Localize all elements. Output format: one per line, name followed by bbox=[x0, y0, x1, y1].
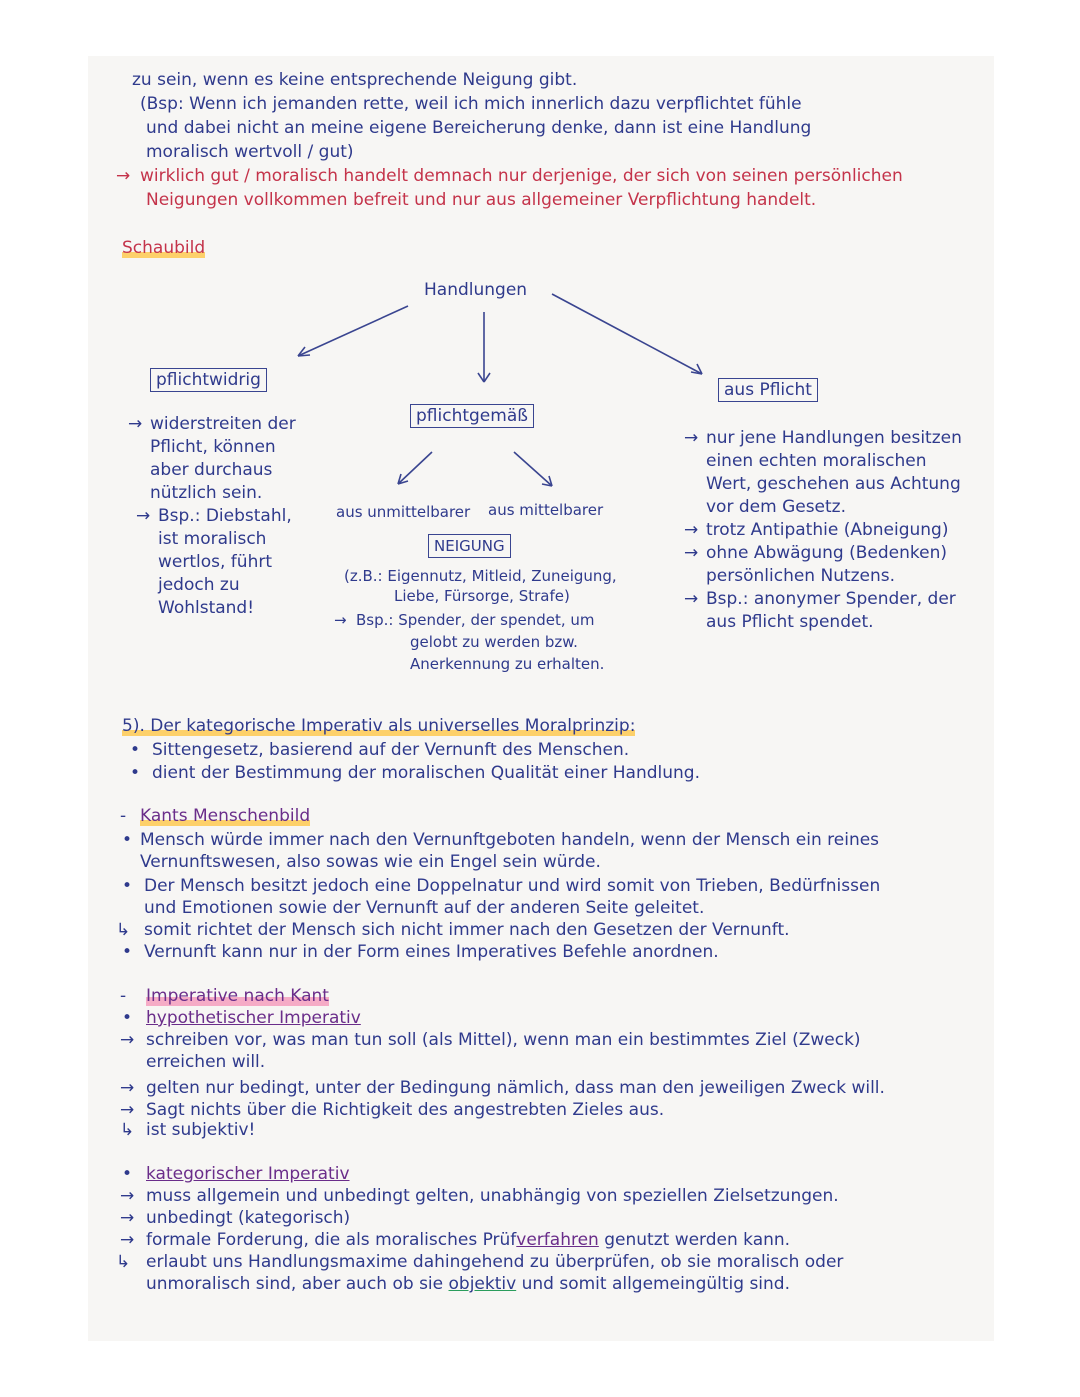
categorical-line: muss allgemein und unbedingt gelten, unabhängig von speziellen Zielsetzungen. bbox=[146, 1186, 839, 1206]
turn-arrow-glyph: ↳ bbox=[120, 1120, 135, 1140]
arrow-glyph: → bbox=[120, 1078, 135, 1098]
categorical-text: formale Forderung, die als moralisches Prüf bbox=[146, 1230, 517, 1250]
bullet-glyph: • bbox=[122, 1164, 133, 1184]
bullet-glyph: • bbox=[130, 763, 141, 783]
left-text-line: aber durchaus bbox=[150, 460, 273, 480]
bullet-glyph: • bbox=[122, 942, 133, 962]
right-text-line: einen echten moralischen bbox=[706, 451, 927, 471]
right-text-line: ohne Abwägung (Bedenken) bbox=[706, 543, 947, 563]
schaubild-heading: Schaubild bbox=[122, 238, 206, 258]
sub-left-label: aus unmittelbarer bbox=[336, 503, 471, 521]
turn-arrow-glyph: ↳ bbox=[116, 1252, 131, 1272]
left-text-line: wertlos, führt bbox=[158, 552, 272, 572]
arrow-glyph: → bbox=[684, 589, 699, 609]
hypothetical-line: schreiben vor, was man tun soll (als Mittel), wenn man ein bestimmtes Ziel (Zweck) bbox=[146, 1030, 861, 1050]
left-text-line: jedoch zu bbox=[158, 575, 240, 595]
left-text-line: Wohlstand! bbox=[158, 598, 255, 618]
middle-bsp-line: Bsp.: Spender, der spendet, um bbox=[356, 611, 595, 629]
bullet-glyph: • bbox=[130, 740, 141, 760]
left-text-line: Pflicht, können bbox=[150, 437, 276, 457]
menschenbild-line: Der Mensch besitzt jedoch eine Doppelnatur und wird somit von Trieben, Bedürfnissen bbox=[144, 876, 881, 896]
conclusion-line: wirklich gut / moralisch handelt demnach nur derjenige, der sich von seinen persönlichen bbox=[140, 166, 903, 186]
right-text-line: trotz Antipathie (Abneigung) bbox=[706, 520, 949, 540]
section5-heading: 5). Der kategorische Imperativ als universelles Moralprinzip: bbox=[122, 716, 636, 736]
right-text-line: Bsp.: anonymer Spender, der bbox=[706, 589, 956, 609]
arrow-glyph: → bbox=[120, 1100, 135, 1120]
right-text-line: Wert, geschehen aus Achtung bbox=[706, 474, 961, 494]
imperative-heading: Imperative nach Kant bbox=[146, 986, 329, 1006]
hypothetical-line: gelten nur bedingt, unter der Bedingung nämlich, dass man den jeweiligen Zweck will. bbox=[146, 1078, 885, 1098]
right-text-line: nur jene Handlungen besitzen bbox=[706, 428, 962, 448]
aus-pflicht-box: aus Pflicht bbox=[718, 378, 818, 402]
arrow-glyph: → bbox=[116, 166, 131, 186]
sub-right-label: aus mittelbarer bbox=[488, 501, 604, 519]
left-text-line: nützlich sein. bbox=[150, 483, 263, 503]
categorical-line: unbedingt (kategorisch) bbox=[146, 1208, 351, 1228]
highlighted-term: verfahren bbox=[516, 1230, 599, 1250]
arrow-glyph: → bbox=[120, 1208, 135, 1228]
menschenbild-line: Mensch würde immer nach den Vernunftgeboten handeln, wenn der Mensch ein reines bbox=[140, 830, 880, 850]
hypothetical-line: ist subjektiv! bbox=[146, 1120, 256, 1140]
pflichtwidrig-box: pflichtwidrig bbox=[150, 368, 267, 392]
bullet-glyph: • bbox=[122, 876, 133, 896]
menschenbild-heading: Kants Menschenbild bbox=[140, 806, 311, 826]
pflichtgemaess-box: pflichtgemäß bbox=[410, 404, 534, 428]
menschenbild-line: somit richtet der Mensch sich nicht immer nach den Gesetzen der Vernunft. bbox=[144, 920, 790, 940]
hypothetical-heading: hypothetischer Imperativ bbox=[146, 1008, 361, 1028]
neigung-box: NEIGUNG bbox=[428, 534, 511, 558]
menschenbild-line: und Emotionen sowie der Vernunft auf der anderen Seite geleitet. bbox=[144, 898, 705, 918]
bullet-glyph: • bbox=[122, 830, 133, 850]
arrow-glyph: → bbox=[120, 1030, 135, 1050]
arrow-glyph: → bbox=[128, 414, 143, 434]
hypothetical-line: erreichen will. bbox=[146, 1052, 266, 1072]
diagram-root: Handlungen bbox=[424, 280, 528, 300]
intro-example-line: moralisch wertvoll / gut) bbox=[146, 142, 354, 162]
categorical-text: genutzt werden kann. bbox=[598, 1230, 791, 1250]
left-text-line: Bsp.: Diebstahl, bbox=[158, 506, 292, 526]
conclusion-line: Neigungen vollkommen befreit und nur aus allgemeiner Verpflichtung handelt. bbox=[146, 190, 817, 210]
middle-bsp-line: gelobt zu werden bzw. bbox=[410, 633, 578, 651]
right-text-line: vor dem Gesetz. bbox=[706, 497, 847, 517]
categorical-heading: kategorischer Imperativ bbox=[146, 1164, 350, 1184]
categorical-text: und somit allgemeingültig sind. bbox=[516, 1274, 790, 1294]
categorical-line bbox=[146, 1230, 790, 1250]
section5-bullet: Sittengesetz, basierend auf der Vernunft des Menschen. bbox=[152, 740, 630, 760]
hypothetical-line: Sagt nichts über die Richtigkeit des angestrebten Zieles aus. bbox=[146, 1100, 665, 1120]
middle-example-line: Liebe, Fürsorge, Strafe) bbox=[394, 587, 570, 605]
arrow-to-mittelbar bbox=[514, 452, 552, 486]
categorical-text: unmoralisch sind, aber auch ob sie bbox=[146, 1274, 449, 1294]
arrow-to-unmittelbar bbox=[398, 452, 432, 484]
intro-example-line: (Bsp: Wenn ich jemanden rette, weil ich mich innerlich dazu verpflichtet fühle bbox=[140, 94, 802, 114]
arrow-to-pflichtwidrig bbox=[298, 306, 408, 356]
left-text-line: widerstreiten der bbox=[150, 414, 296, 434]
section5-bullet: dient der Bestimmung der moralischen Qualität einer Handlung. bbox=[152, 763, 700, 783]
dash-glyph: - bbox=[120, 986, 127, 1006]
intro-example-line: und dabei nicht an meine eigene Bereicherung denke, dann ist eine Handlung bbox=[146, 118, 812, 138]
menschenbild-line: Vernunftswesen, also sowas wie ein Engel sein würde. bbox=[140, 852, 601, 872]
arrow-glyph: → bbox=[684, 520, 699, 540]
middle-example-line: (z.B.: Eigennutz, Mitleid, Zuneigung, bbox=[344, 567, 617, 585]
arrow-glyph: → bbox=[334, 611, 347, 629]
dash-glyph: - bbox=[120, 806, 127, 826]
bullet-glyph: • bbox=[122, 1008, 133, 1028]
menschenbild-line: Vernunft kann nur in der Form eines Imperatives Befehle anordnen. bbox=[144, 942, 719, 962]
categorical-line: erlaubt uns Handlungsmaxime dahingehend zu überprüfen, ob sie moralisch oder bbox=[146, 1252, 844, 1272]
turn-arrow-glyph: ↳ bbox=[116, 920, 131, 940]
arrow-glyph: → bbox=[120, 1230, 135, 1250]
arrow-glyph: → bbox=[136, 506, 151, 526]
left-text-line: ist moralisch bbox=[158, 529, 267, 549]
arrow-to-aus-pflicht bbox=[552, 294, 702, 374]
arrow-glyph: → bbox=[684, 428, 699, 448]
arrow-glyph: → bbox=[120, 1186, 135, 1206]
arrow-glyph: → bbox=[684, 543, 699, 563]
highlighted-term: objektiv bbox=[448, 1274, 517, 1294]
categorical-line bbox=[146, 1274, 790, 1294]
middle-bsp-line: Anerkennung zu erhalten. bbox=[410, 655, 605, 673]
right-text-line: persönlichen Nutzens. bbox=[706, 566, 896, 586]
right-text-line: aus Pflicht spendet. bbox=[706, 612, 874, 632]
intro-line: zu sein, wenn es keine entsprechende Neigung gibt. bbox=[132, 70, 578, 90]
